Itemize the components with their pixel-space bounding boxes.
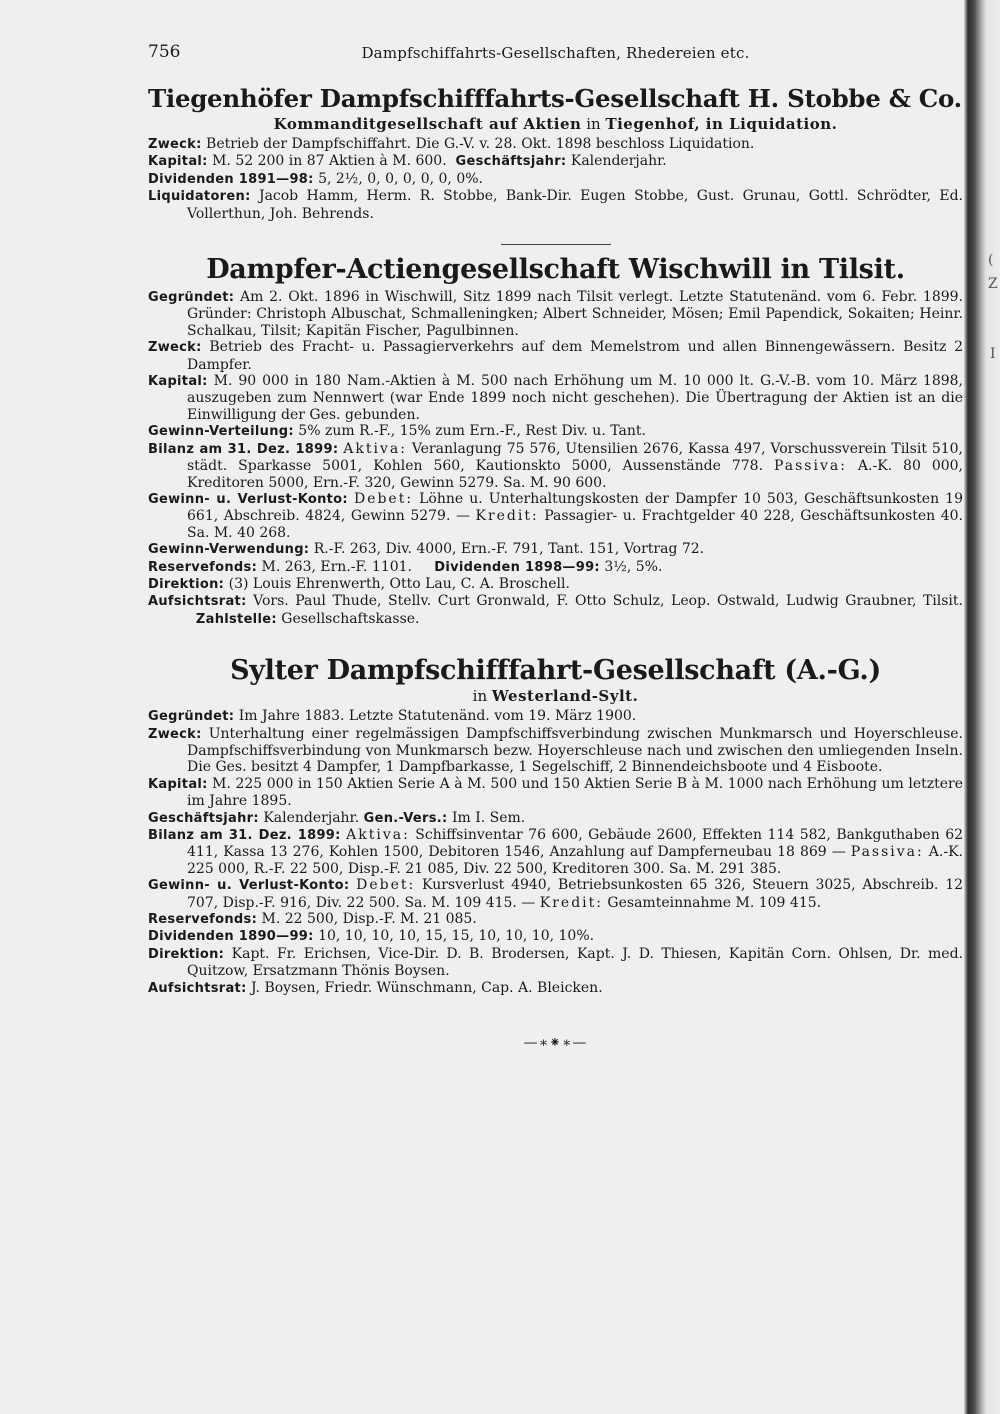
- entry-reservefonds: Reservefonds: M. 22 500, Disp.-F. M. 21 085.: [148, 911, 477, 928]
- entry-gegruendet: Gegründet: Im Jahre 1883. Letzte Statutenänd. vom 19. März 1900.: [148, 708, 637, 725]
- entry-zweck: Zweck: Unterhaltung einer regelmässigen Dampfschiffsverbindung zwischen Munkmarsch und Hoyerschleuse. Dampfschiffsverbindung von Munkmarsch bezw. Hoyerschleuse nach und zwischen den umliegenden Inseln. Die Ges. besitzt 4 Dampfer, 1 Dampfbarkasse, 1 Segelschiff, 2 Binnendeichsboote und 4 Eisboote.: [148, 725, 963, 776]
- adjacent-page-glyph: (: [988, 252, 994, 268]
- company-entry-sylt: [148, 656, 963, 997]
- entry-bilanz: Bilanz am 31. Dez. 1899: Aktiva: Veranlagung 75 576, Utensilien 2676, Kassa 497, Vorschussverein Tilsit 510, städt. Sparkasse 5001, Kohlen 560, Kautionskto 5000, Aussenstände 778. Passiva: A.-K. 80 000, Kreditoren 5000, Ern.-F. 320, Gewinn 5279. Sa. M. 90 600.: [148, 440, 964, 491]
- page-number: 756: [148, 42, 181, 62]
- entry-liquidatoren: Liquidatoren: Jacob Hamm, Herm. R. Stobbe, Bank-Dir. Eugen Stobbe, Gust. Grunau, Gottl. Schrödter, Ed. Vollerthun, Joh. Behrends.: [148, 188, 963, 222]
- entry-aufsichtsrat: Aufsichtsrat: J. Boysen, Friedr. Wünschmann, Cap. A. Bleicken.: [148, 979, 603, 996]
- entry-gewinn-verlust: Gewinn- u. Verlust-Konto: Debet: Kursverlust 4940, Betriebsunkosten 65 326, Steuern 3025, Abschreib. 12 707, Disp.-F. 916, Div. 22 500. Sa. M. 109 415. — Kredit: Gesamteinnahme M. 109 415.: [148, 877, 964, 911]
- company-title: Sylter Dampfschifffahrt-Gesellschaft (A.-G.): [230, 655, 881, 687]
- adjacent-page-glyph: I: [990, 346, 996, 362]
- entry-zweck: Zweck: Betrieb des Fracht- u. Passagierverkehrs auf dem Memelstrom und allen Binnengewässern. Besitz 2 Dampfer.: [148, 339, 963, 373]
- entry-dividenden: Dividenden 1890—99: 10, 10, 10, 10, 15, 15, 10, 10, 10, 10%.: [148, 928, 595, 945]
- legal-form: Kommanditgesellschaft auf Aktien: [273, 115, 582, 133]
- adjacent-page-glyph: Z: [988, 276, 998, 292]
- company-seat: Tiegenhof, in Liquidation.: [605, 115, 838, 133]
- page-content: [148, 36, 963, 1051]
- entry-direktion: Direktion: Kapt. Fr. Erichsen, Vice-Dir. D. B. Brodersen, Kapt. J. D. Thiesen, Kapitän Corn. Ohlsen, Dr. med. Quitzow, Ersatzmann Thönis Boysen.: [148, 945, 963, 980]
- entry-kapital: Kapital: M. 52 200 in 87 Aktien à M. 600. Geschäftsjahr: Kalenderjahr.: [148, 153, 667, 170]
- company-subtitle: Kommanditgesellschaft auf Aktien in Tiegenhof, in Liquidation.: [273, 115, 838, 133]
- company-subtitle: in Westerland-Sylt.: [472, 687, 639, 706]
- company-entry-tiegenhof: [148, 84, 963, 222]
- company-title: Dampfer-Actiengesellschaft Wischwill in Tilsit.: [206, 254, 905, 286]
- company-title: Tiegenhöfer Dampfschifffahrts-Gesellschaft H. Stobbe & Co.: [148, 84, 962, 113]
- entry-aufsichtsrat: Aufsichtsrat: Vors. Paul Thude, Stellv. Curt Gronwald, F. Otto Schulz, Leop. Ostwald, Ludwig Graubner, Tilsit. Zahlstelle: Gesellschaftskasse.: [148, 593, 963, 627]
- running-title: Dampfschiffahrts-Gesellschaften, Rhedereien etc.: [361, 44, 750, 62]
- company-seat: Westerland-Sylt.: [491, 687, 639, 706]
- entry-gewinn-verlust: Gewinn- u. Verlust-Konto: Debet: Löhne u. Unterhaltungskosten der Dampfer 10 503, Geschäftsunkosten 19 661, Abschreib. 4824, Gewinn 5279. — Kredit: Passagier- u. Frachtgelder 40 228, Geschäftsunkosten 40. Sa. M. 40 268.: [148, 490, 963, 541]
- entry-zweck: Zweck: Betrieb der Dampfschiffahrt. Die G.-V. v. 28. Okt. 1898 beschloss Liquidation.: [148, 136, 755, 152]
- section-divider: [501, 244, 611, 245]
- entry-gegruendet: Gegründet: Am 2. Okt. 1896 in Wischwill, Sitz 1899 nach Tilsit verlegt. Letzte Statutenänd. vom 6. Febr. 1899. Gründer: Christoph Albuschat, Schmalleningken; Albert Schneider, Mösen; Emil Papendick, Sokaiten; Heinr. Schalkau, Tilsit; Kapitän Fischer, Pagulbinnen.: [148, 289, 963, 339]
- running-header: [148, 36, 963, 70]
- entry-kapital: Kapital: M. 225 000 in 150 Aktien Serie A à M. 500 und 150 Aktien Serie B à M. 1000 nach Erhöhung um letztere im Jahre 1895.: [148, 775, 963, 810]
- entry-dividenden: Dividenden 1891—98: 5, 2½, 0, 0, 0, 0, 0, 0%.: [148, 170, 483, 187]
- entry-gewinn-verteilung: Gewinn-Verteilung: 5% zum R.-F., 15% zum Ern.-F., Rest Div. u. Tant.: [148, 423, 646, 440]
- entry-bilanz: Bilanz am 31. Dez. 1899: Aktiva: Schiffsinventar 76 600, Gebäude 2600, Effekten 114 582, Bankguthaben 62 411, Kassa 13 276, Kohlen 1500, Debitoren 1546, Anzahlung auf Dampferneubau 18 869 — Passiva: A.-K. 225 000, R.-F. 22 500, Disp.-F. 21 085, Div. 22 500, Kreditoren 300. Sa. M. 291 385.: [148, 827, 964, 877]
- entry-reservefonds: Reservefonds: M. 263, Ern.-F. 1101. Dividenden 1898—99: 3½, 5%.: [148, 558, 663, 575]
- entry-geschaeftsjahr: Geschäftsjahr: Kalenderjahr. Gen.-Vers.: Im I. Sem.: [148, 809, 526, 826]
- entry-kapital: Kapital: M. 90 000 in 180 Nam.-Aktien à M. 500 nach Erhöhung um M. 10 000 lt. G.-V.-B. vom 10. März 1898, auszugeben zum Nennwert (war Ende 1899 noch nicht geschehen). Die Übertragung der Aktien ist an die Einwilligung der Ges. gebunden.: [148, 373, 963, 423]
- company-entry-wischwill: [148, 255, 963, 628]
- page-binding-edge: [964, 0, 1000, 1414]
- entry-gewinn-verwendung: Gewinn-Verwendung: R.-F. 263, Div. 4000, Ern.-F. 791, Tant. 151, Vortrag 72.: [148, 541, 705, 558]
- entry-direktion: Direktion: (3) Louis Ehrenwerth, Otto Lau, C. A. Broschell.: [148, 575, 570, 592]
- ornament-divider: —∗⁕∗—: [523, 1035, 588, 1052]
